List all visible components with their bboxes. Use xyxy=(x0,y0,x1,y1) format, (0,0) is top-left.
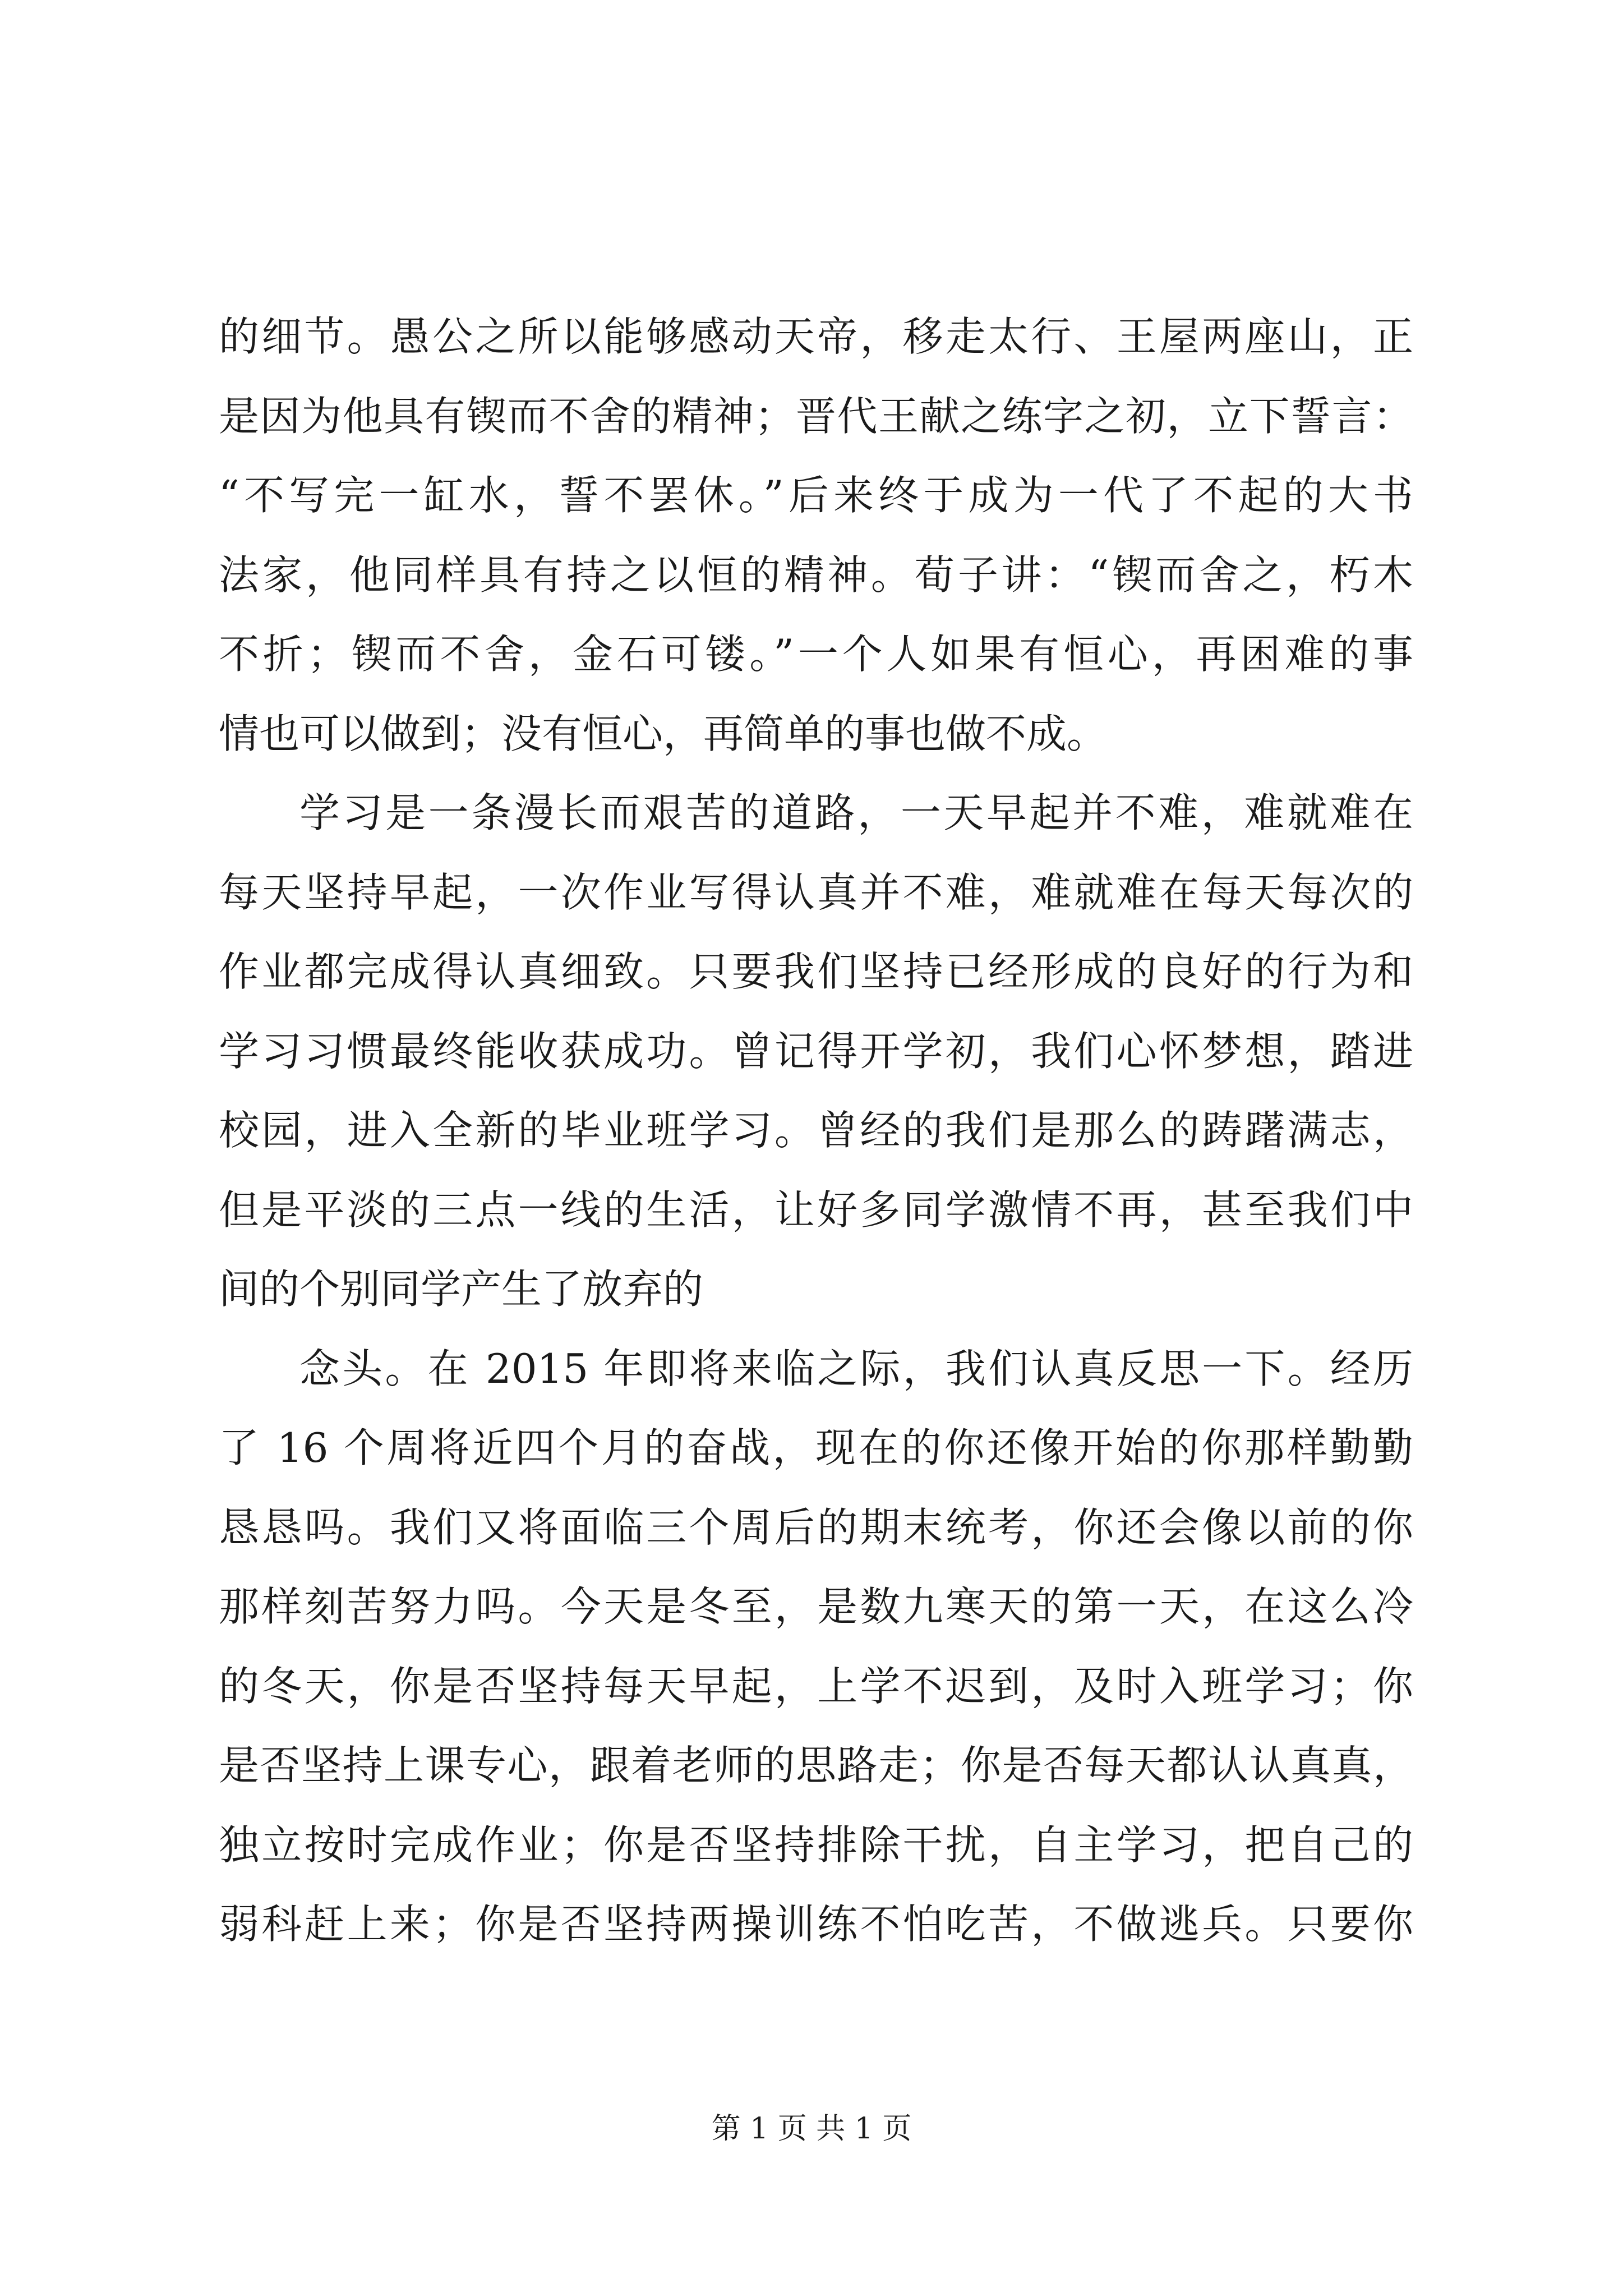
text-line: 但是平淡的三点一线的生活，让好多同学激情不再，甚至我们中 xyxy=(219,1186,1413,1234)
text-line: 了 16 个周将近四个月的奋战，现在的你还像开始的你那样勤勤 xyxy=(219,1424,1413,1471)
text-line: 独立按时完成作业；你是否坚持排除干扰，自主学习，把自己的 xyxy=(219,1821,1413,1869)
text-line: 的冬天，你是否坚持每天早起，上学不迟到，及时入班学习；你 xyxy=(219,1662,1413,1710)
paragraph-start-line: 学习是一条漫长而艰苦的道路，一天早起并不难，难就难在 xyxy=(299,789,1413,836)
text-line: 作业都完成得认真细致。只要我们坚持已经形成的良好的行为和 xyxy=(219,948,1413,995)
text-line: 校园，进入全新的毕业班学习。曾经的我们是那么的踌躇满志， xyxy=(219,1107,1413,1154)
text-line: 不折；锲而不舍，金石可镂。”一个人如果有恒心，再困难的事 xyxy=(219,631,1413,678)
text-line: 学习习惯最终能收获成功。曾记得开学初，我们心怀梦想，踏进 xyxy=(219,1027,1413,1075)
paragraph-start-line: 念头。在 2015 年即将来临之际，我们认真反思一下。经历 xyxy=(299,1345,1413,1392)
text-line: 法家，他同样具有持之以恒的精神。荀子讲：“锲而舍之，朽木 xyxy=(219,551,1413,599)
text-line: 每天坚持早起，一次作业写得认真并不难，难就难在每天每次的 xyxy=(219,868,1413,916)
text-line: 是因为他具有锲而不舍的精神；晋代王献之练字之初，立下誓言： xyxy=(219,392,1413,440)
text-line: 恳恳吗。我们又将面临三个周后的期末统考，你还会像以前的你 xyxy=(219,1503,1413,1551)
text-line: “不写完一缸水，誓不罢休。”后来终于成为一代了不起的大书 xyxy=(219,472,1413,519)
text-line: 那样刻苦努力吗。今天是冬至，是数九寒天的第一天，在这么冷 xyxy=(219,1583,1413,1630)
text-line: 是否坚持上课专心，跟着老师的思路走；你是否每天都认认真真， xyxy=(219,1742,1413,1789)
page-number-footer: 第 1 页 共 1 页 xyxy=(711,2112,912,2146)
text-line: 弱科赶上来；你是否坚持两操训练不怕吃苦，不做逃兵。只要你 xyxy=(219,1901,1413,1948)
document-body xyxy=(219,297,1413,1964)
text-line: 间的个别同学产生了放弃的 xyxy=(219,1266,704,1313)
text-line: 的细节。愚公之所以能够感动天帝，移走太行、王屋两座山，正 xyxy=(219,313,1413,360)
text-line: 情也可以做到；没有恒心，再简单的事也做不成。 xyxy=(219,710,1108,757)
